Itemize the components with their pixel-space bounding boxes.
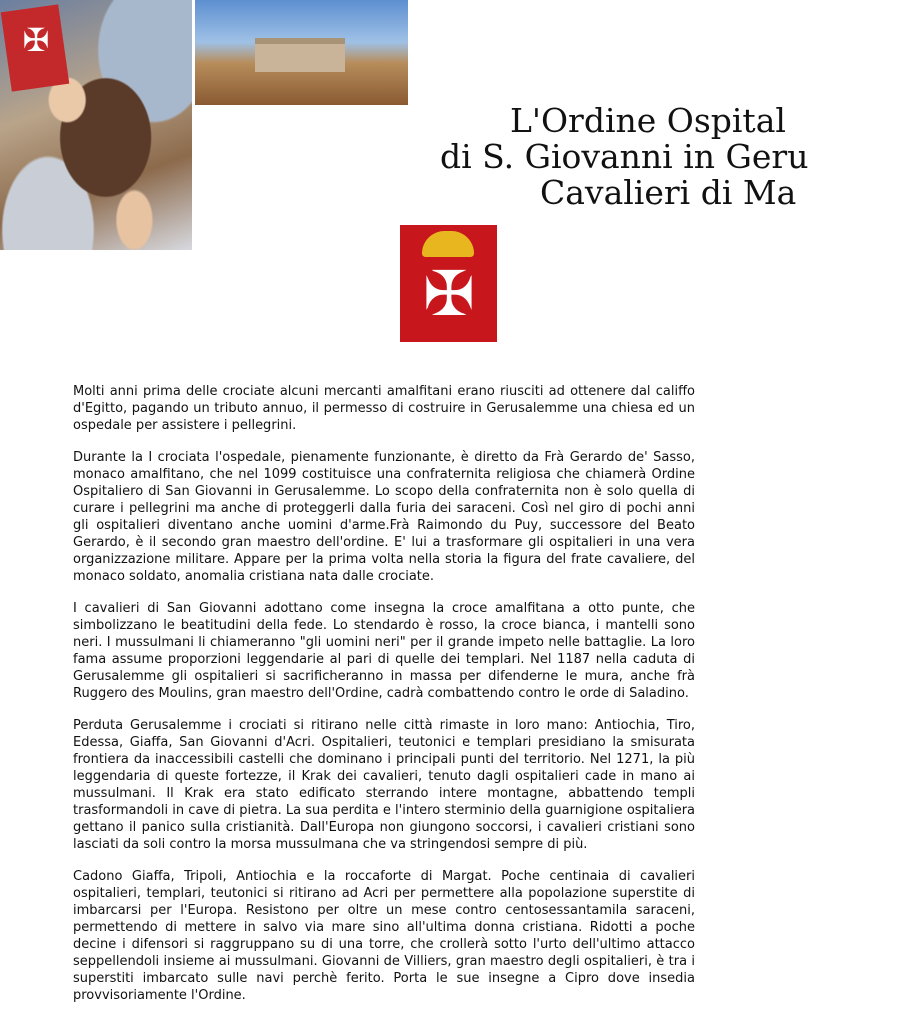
saint-painting-image [0,0,192,250]
page-title [400,101,809,212]
article-body [73,383,695,1019]
title-line-1: L'Ordine Ospital [510,101,786,140]
paragraph: Perduta Gerusalemme i crociati si ritirano nelle città rimaste in loro mano: Antiochia, Tiro, Edessa, Giaffa, San Giovanni d'Acri. Ospitalieri, teutonici e templari presidiano la smisurata frontiera da inaccessibili castelli che dominano i principali punti del territorio. Nel 1271, la più leggendaria di queste fortezze, il Krak dei cavalieri, tenuto dagli ospitalieri cade in mano ai mussulmani. Il Krak era stato edificato sterrando intere montagne, abbattendo templi trasformandoli in cave di pietra. La sua perdita e l'intero sterminio della guarnigione ospitaliera gettano il panico sulla cristianità. Dall'Europa non giungono soccorsi, i cavalieri cristiani sono lasciati da soli contro la morsa mussulmana che va stringendosi sempre di più. [73,718,695,852]
paragraph: I cavalieri di San Giovanni adottano come insegna la croce amalfitana a otto punte, che simbolizzano le beatitudini della fede. Lo stendardo è rosso, la croce bianca, i mantelli sono neri. I mussulmani li chiameranno "gli uomini neri" per il grande impeto nelle battaglie. La loro fama assume proporzioni leggendarie al pari di quelle dei templari. Nel 1187 nella caduta di Gerusalemme gli ospitalieri si sacrificheranno in massa per difenderne le mura, anche frà Ruggero des Moulins, gran maestro dell'Ordine, cadrà combattendo contro le orde di Saladino. [73,601,695,701]
castle-icon [255,38,345,72]
paragraph: Durante la I crociata l'ospedale, pienamente funzionante, è diretto da Frà Gerardo de' Sasso, monaco amalfitano, che nel 1099 costituisce una confraternita religiosa che chiamerà Ordine Ospitaliero di San Giovanni in Gerusalemme. Lo scopo della confraternita non è solo quella di curare i pellegrini ma anche di proteggerli dalla furia dei saraceni. Così nel giro di pochi anni gli ospitalieri diventano anche uomini d'arme.Frà Raimondo du Puy, successore del Beato Gerardo, è il secondo gran maestro dell'ordine. E' lui a trasformare gli ospitalieri in una vera organizzazione militare. Appare per la prima volta nella storia la figura del frate cavaliere, del monaco soldato, anomalia cristiana nata dalle crociate. [73,450,695,584]
order-emblem-image [400,225,497,342]
maltese-cross-icon: ✠ [423,257,475,330]
paragraph: Cadono Giaffa, Tripoli, Antiochia e la roccaforte di Margat. Poche centinaia di cavalieri ospitalieri, templari, teutonici si ritirano ad Acri per permettere alla popolazione superstite di imbarcarsi per l'Europa. Resistono per oltre un mese contro centosessantamila saraceni, permettendo di mettere in salvo via mare sino all'ultima donna cristiana. Ridotti a poche decine i difensori si raggruppano su di una torre, che crollerà sotto l'urto dell'ultimo attacco seppellendoli insieme ai mussulmani. Giovanni de Villiers, gran maestro degli ospitalieri, è tra i superstiti imbarcato sulle navi perchè ferito. Porta le sue insegne a Cipro dove insedia provvisoriamente l'Ordine. [73,869,695,1003]
maltese-cross-icon: ✠ [22,21,50,59]
crown-icon [422,231,474,257]
castle-photo-image [195,0,408,105]
title-line-2: di S. Giovanni in Geru [440,137,809,176]
paragraph: Molti anni prima delle crociate alcuni mercanti amalfitani erano riusciti ad ottenere dal califfo d'Egitto, pagando un tributo annuo, il permesso di costruire in Gerusalemme una chiesa ed un ospedale per assistere i pellegrini. [73,384,695,433]
title-line-3: Cavalieri di Ma [540,173,797,212]
